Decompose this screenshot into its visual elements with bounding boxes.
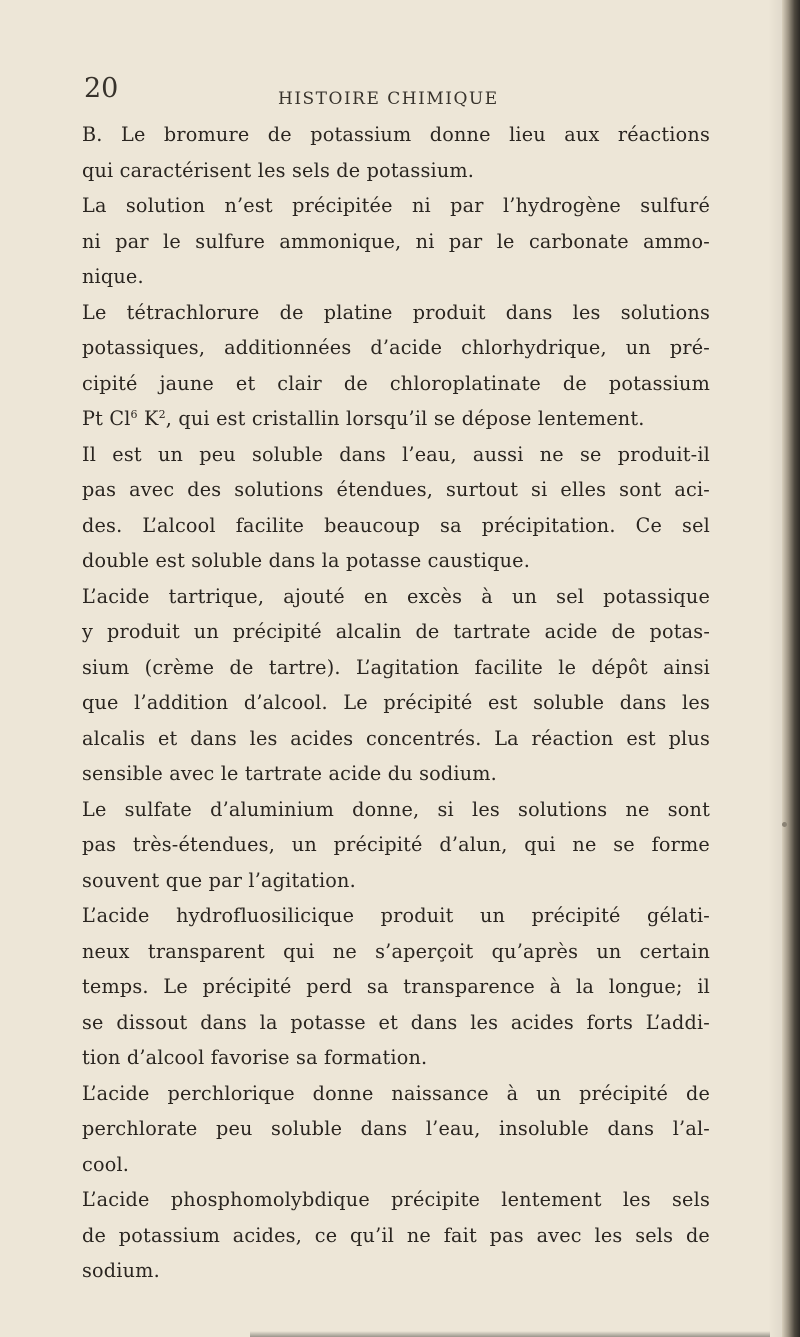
- text-line: cipité jaune et clair de chloroplatinate de potassium: [82, 371, 710, 395]
- formula-rest: , qui est cristallin lorsqu’il se dépose lentement.: [165, 407, 645, 430]
- text-line: pas très-étendues, un précipité d’alun, qui ne se forme: [82, 833, 710, 856]
- text-line: temps. Le précipité perd sa transparence à la longue; il: [82, 975, 710, 998]
- text-line: L’acide tartrique, ajouté en excès à un sel potassique: [82, 584, 710, 608]
- text-line: potassiques, additionnées d’acide chlorhydrique, un pré-: [82, 336, 710, 359]
- text-line: sodium.: [82, 1259, 160, 1282]
- text-line: L’acide phosphomolybdique précipite lentement les sels: [82, 1188, 710, 1211]
- page-bottom-shadow: [250, 1331, 770, 1337]
- text-line: cool.: [82, 1152, 130, 1176]
- text-line: B. Le bromure de potassium donne lieu aux réactions: [82, 123, 710, 146]
- formula-line: [82, 401, 710, 437]
- text-line: pas avec des solutions étendues, surtout si elles sont aci-: [82, 478, 710, 501]
- body-text: [82, 117, 710, 1289]
- formula-subscript: 2: [158, 408, 166, 421]
- text-line: y produit un précipité alcalin de tartrate acide de potas-: [82, 620, 710, 643]
- text-line: L’acide perchlorique donne naissance à un précipité de: [82, 1081, 710, 1105]
- formula-symbol: Pt Cl: [82, 407, 131, 430]
- text-line: alcalis et dans les acides concentrés. La réaction est plus: [82, 726, 710, 750]
- text-line: Il est un peu soluble dans l’eau, aussi ne se produit-il: [82, 442, 710, 466]
- text-line: neux transparent qui ne s’aperçoit qu’après un certain: [82, 939, 710, 963]
- text-line: Le sulfate d’aluminium donne, si les solutions ne sont: [82, 797, 710, 821]
- text-line: se dissout dans la potasse et dans les acides forts L’addi-: [82, 1010, 710, 1034]
- text-line: sensible avec le tartrate acide du sodium.: [82, 762, 497, 785]
- text-line: souvent que par l’agitation.: [82, 868, 356, 892]
- formula-subscript: 6: [130, 408, 138, 421]
- text-line: nique.: [82, 265, 144, 288]
- text-line: que l’addition d’alcool. Le précipité est soluble dans les: [82, 691, 710, 714]
- text-line: perchlorate peu soluble dans l’eau, insoluble dans l’al-: [82, 1117, 710, 1140]
- text-line: qui caractérisent les sels de potassium.: [82, 158, 475, 182]
- text-line: double est soluble dans la potasse caustique.: [82, 549, 531, 572]
- text-line: ni par le sulfure ammonique, ni par le carbonate ammo-: [82, 229, 710, 253]
- page-number: 20: [84, 73, 119, 104]
- page-edge-shadow: [768, 0, 782, 1337]
- text-line: tion d’alcool favorise sa formation.: [82, 1046, 428, 1069]
- text-line: des. L’alcool facilite beaucoup sa précipitation. Ce sel: [82, 513, 710, 537]
- formula-symbol: K: [137, 407, 159, 430]
- text-line: La solution n’est précipitée ni par l’hydrogène sulfuré: [82, 194, 710, 217]
- running-head: HISTOIRE CHIMIQUE: [278, 89, 499, 109]
- text-line: Le tétrachlorure de platine produit dans les solutions: [82, 300, 710, 324]
- text-line: L’acide hydrofluosilicique produit un précipité gélati-: [82, 904, 710, 927]
- page-binding-edge: [782, 0, 800, 1337]
- text-line: de potassium acides, ce qu’il ne fait pas avec les sels de: [82, 1223, 710, 1247]
- text-line: sium (crème de tartre). L’agitation facilite le dépôt ainsi: [82, 655, 710, 679]
- margin-mark: [782, 822, 787, 827]
